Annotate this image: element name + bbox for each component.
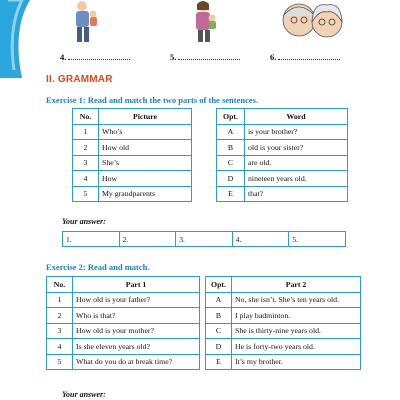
table-row bbox=[217, 171, 348, 187]
option-letter: D bbox=[206, 339, 232, 355]
column-header: Opt. bbox=[206, 277, 232, 293]
table-row bbox=[73, 171, 192, 187]
option-letter: B bbox=[217, 140, 245, 156]
cell-text: nineteen years old. bbox=[245, 171, 348, 187]
row-number: 3 bbox=[47, 323, 73, 339]
table-row bbox=[217, 124, 348, 140]
option-letter: C bbox=[217, 155, 245, 171]
row-number: 2 bbox=[73, 140, 99, 156]
table-row bbox=[206, 323, 361, 339]
illustration-mother-child bbox=[183, 0, 227, 44]
blank-4: 4. bbox=[60, 52, 130, 62]
row-number: 3 bbox=[73, 155, 99, 171]
cell-text: No, she isn’t. She’s ten years old. bbox=[232, 292, 361, 308]
row-number: 4 bbox=[47, 339, 73, 355]
cell-text: that? bbox=[245, 186, 348, 202]
decorative-swoosh bbox=[0, 0, 60, 80]
cell-text: How bbox=[99, 171, 192, 187]
cell-text: Who’s bbox=[99, 124, 192, 140]
table-row bbox=[47, 308, 200, 324]
column-header: No. bbox=[73, 109, 99, 125]
option-letter: D bbox=[217, 171, 245, 187]
cell-text: Is she eleven years old? bbox=[73, 339, 200, 355]
blank-line[interactable] bbox=[68, 53, 130, 60]
option-letter: A bbox=[217, 124, 245, 140]
cell-text: She’s bbox=[99, 155, 192, 171]
cell-text: are old. bbox=[245, 155, 348, 171]
option-letter: B bbox=[206, 308, 232, 324]
column-header: Picture bbox=[99, 109, 192, 125]
row-number: 5 bbox=[47, 354, 73, 370]
table-row bbox=[73, 155, 192, 171]
blank-line[interactable] bbox=[178, 53, 240, 60]
answer-grid bbox=[62, 231, 346, 247]
exercise-2-left-table bbox=[46, 276, 200, 370]
illustration-father-child bbox=[56, 0, 112, 44]
option-letter: C bbox=[206, 323, 232, 339]
cell-text: He is forty-two years old. bbox=[232, 339, 361, 355]
exercise-2-right-table bbox=[205, 276, 361, 370]
answer-slot-5[interactable]: 5. bbox=[292, 235, 298, 244]
column-header: Opt. bbox=[217, 109, 245, 125]
option-letter: E bbox=[206, 354, 232, 370]
table-row bbox=[73, 186, 192, 202]
cell-text: She is thirty-nine years old. bbox=[232, 323, 361, 339]
row-number: 2 bbox=[47, 308, 73, 324]
row-number: 1 bbox=[73, 124, 99, 140]
cell-text: How old is your father? bbox=[73, 292, 200, 308]
cell-text: is your brother? bbox=[245, 124, 348, 140]
row-number: 5 bbox=[73, 186, 99, 202]
table-row bbox=[206, 292, 361, 308]
cell-text: How old bbox=[99, 140, 192, 156]
answer-slot-2[interactable]: 2. bbox=[120, 232, 177, 246]
cell-text: I play badminton. bbox=[232, 308, 361, 324]
option-letter: E bbox=[217, 186, 245, 202]
row-number: 1 bbox=[47, 292, 73, 308]
cell-text: What do you do at break time? bbox=[73, 354, 200, 370]
table-row bbox=[217, 186, 348, 202]
blank-6: 6. bbox=[270, 52, 340, 62]
table-row bbox=[206, 308, 361, 324]
blank-line[interactable] bbox=[278, 53, 340, 60]
answer-slot-4[interactable]: 4. bbox=[233, 232, 290, 246]
table-row bbox=[47, 292, 200, 308]
illustration-grandparents bbox=[273, 0, 351, 44]
row-number: 4 bbox=[73, 171, 99, 187]
cell-text: Who is that? bbox=[73, 308, 200, 324]
exercise-2-title: Exercise 2: Read and match. bbox=[46, 262, 150, 272]
table-row bbox=[73, 124, 192, 140]
exercise-1-right-table bbox=[216, 108, 348, 202]
table-row bbox=[73, 140, 192, 156]
table-row bbox=[206, 339, 361, 355]
column-header: Part 2 bbox=[232, 277, 361, 293]
exercise-1-left-table bbox=[72, 108, 192, 202]
table-row bbox=[217, 155, 348, 171]
your-answer-label: Your answer: bbox=[62, 217, 106, 226]
exercise-1-title: Exercise 1: Read and match the two parts of the sentences. bbox=[46, 95, 259, 105]
answer-slot-3[interactable]: 3. bbox=[176, 232, 233, 246]
table-row bbox=[206, 354, 361, 370]
table-row bbox=[47, 323, 200, 339]
blank-5: 5. bbox=[170, 52, 240, 62]
table-row bbox=[47, 354, 200, 370]
answer-slot-1[interactable]: 1. bbox=[63, 232, 120, 246]
table-row bbox=[217, 140, 348, 156]
section-title: II. GRAMMAR bbox=[46, 74, 113, 85]
your-answer-label: Your answer: bbox=[62, 390, 106, 399]
cell-text: My grandparents bbox=[99, 186, 192, 202]
cell-text: It’s my brother. bbox=[232, 354, 361, 370]
table-row bbox=[47, 339, 200, 355]
option-letter: A bbox=[206, 292, 232, 308]
cell-text: old is your sister? bbox=[245, 140, 348, 156]
column-header: Part 1 bbox=[73, 277, 200, 293]
column-header: Word bbox=[245, 109, 348, 125]
column-header: No. bbox=[47, 277, 73, 293]
cell-text: How old is your mother? bbox=[73, 323, 200, 339]
